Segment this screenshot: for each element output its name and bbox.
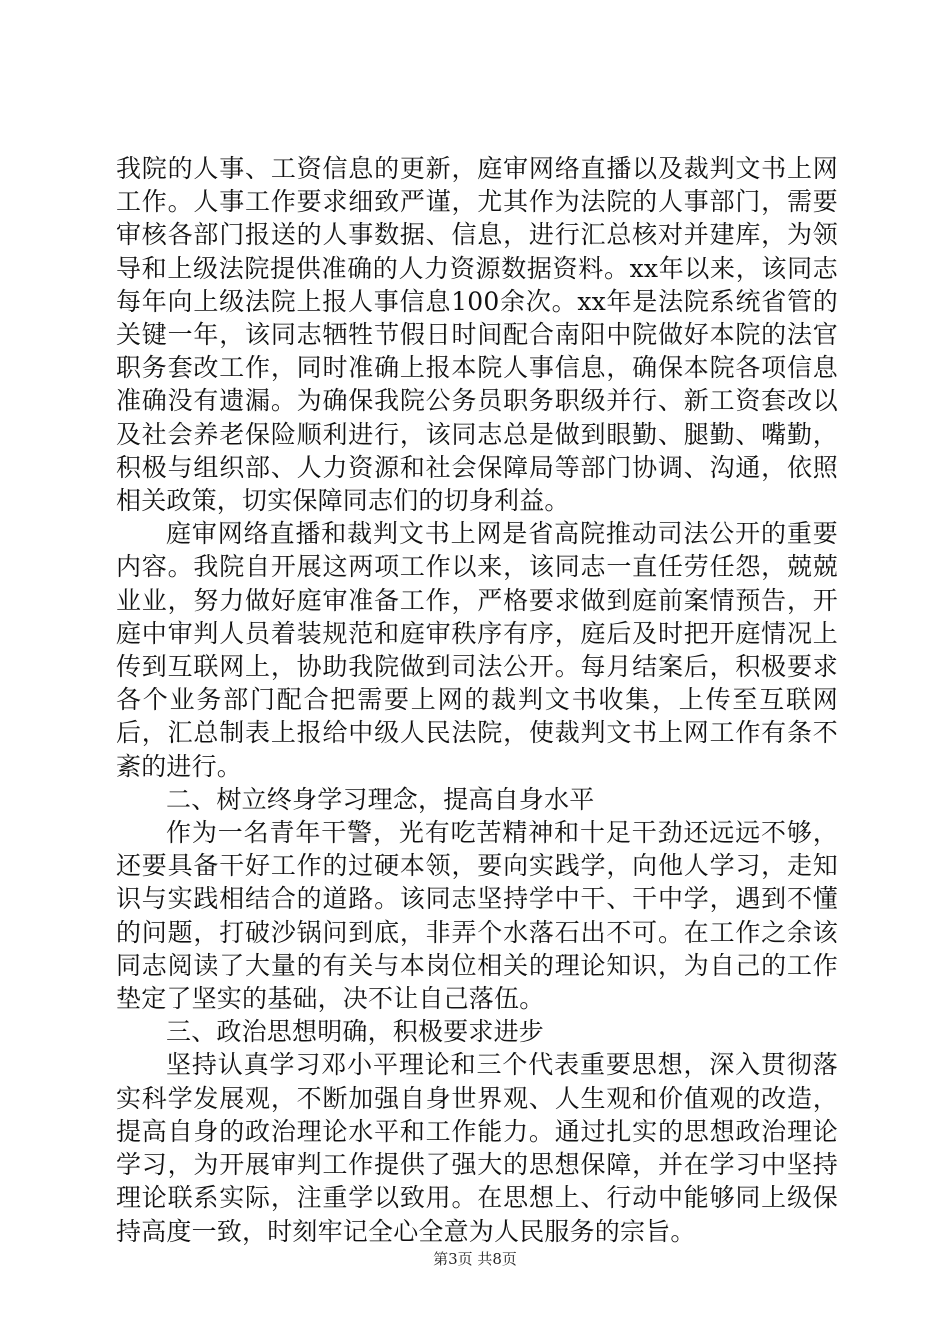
section-heading-political-thought: 三、政治思想明确，积极要求进步 [166, 1017, 545, 1047]
paragraph-court-livestream: 庭审网络直播和裁判文书上网是省高院推动司法公开的重要内容。我院自开展这两项工作以来，该同志一直任劳任怨，兢兢业业，努力做好庭审准备工作，严格要求做到庭前案情预告，开庭中审判人员着装规范和庭审秩序有序，庭后及时把开庭情况上传到互联网上，协助我院做到司法公开。每月结案后，积极要求各个业务部门配合把需要上网的裁判文书收集，上传至互联网后，汇总制表上报给中级人民法院，使裁判文书上网工作有条不紊的进行。 [116, 519, 838, 781]
paragraph-political-study: 坚持认真学习邓小平理论和三个代表重要思想，深入贯彻落实科学发展观，不断加强自身世界观、人生观和价值观的改造，提高自身的政治理论水平和工作能力。通过扎实的思想政治理论学习，为开展审判工作提供了强大的思想保障，并在学习中坚持理论联系实际，注重学以致用。在思想上、行动中能够同上级保持高度一致，时刻牢记全心全意为人民服务的宗旨。 [116, 1050, 838, 1246]
document-body [116, 152, 838, 1248]
paragraph-hr-work: 我院的人事、工资信息的更新，庭审网络直播以及裁判文书上网工作。人事工作要求细致严谨，尤其作为法院的人事部门，需要审核各部门报送的人事数据、信息，进行汇总核对并建库，为领导和上级法院提供准确的人力资源数据资料。xx年以来，该同志每年向上级法院上报人事信息100余次。xx年是法院系统省管的关键一年，该同志牺牲节假日时间配合南阳中院做好本院的法官职务套改工作，同时准确上报本院人事信息，确保本院各项信息准确没有遗漏。为确保我院公务员职务职级并行、新工资套改以及社会养老保险顺利进行，该同志总是做到眼勤、腿勤、嘴勤，积极与组织部、人力资源和社会保障局等部门协调、沟通，依照相关政策，切实保障同志们的切身利益。 [116, 154, 838, 516]
page-number-footer: 第3页 共8页 [433, 1250, 517, 1268]
section-heading-lifelong-learning: 二、树立终身学习理念，提高自身水平 [166, 784, 595, 814]
paragraph-learning: 作为一名青年干警，光有吃苦精神和十足干劲还远远不够，还要具备干好工作的过硬本领，要向实践学，向他人学习，走知识与实践相结合的道路。该同志坚持学中干、干中学，遇到不懂的问题，打破沙锅问到底，非弄个水落石出不可。在工作之余该同志阅读了大量的有关与本岗位相关的理论知识，为自己的工作垫定了坚实的基础，决不让自己落伍。 [116, 818, 838, 1014]
